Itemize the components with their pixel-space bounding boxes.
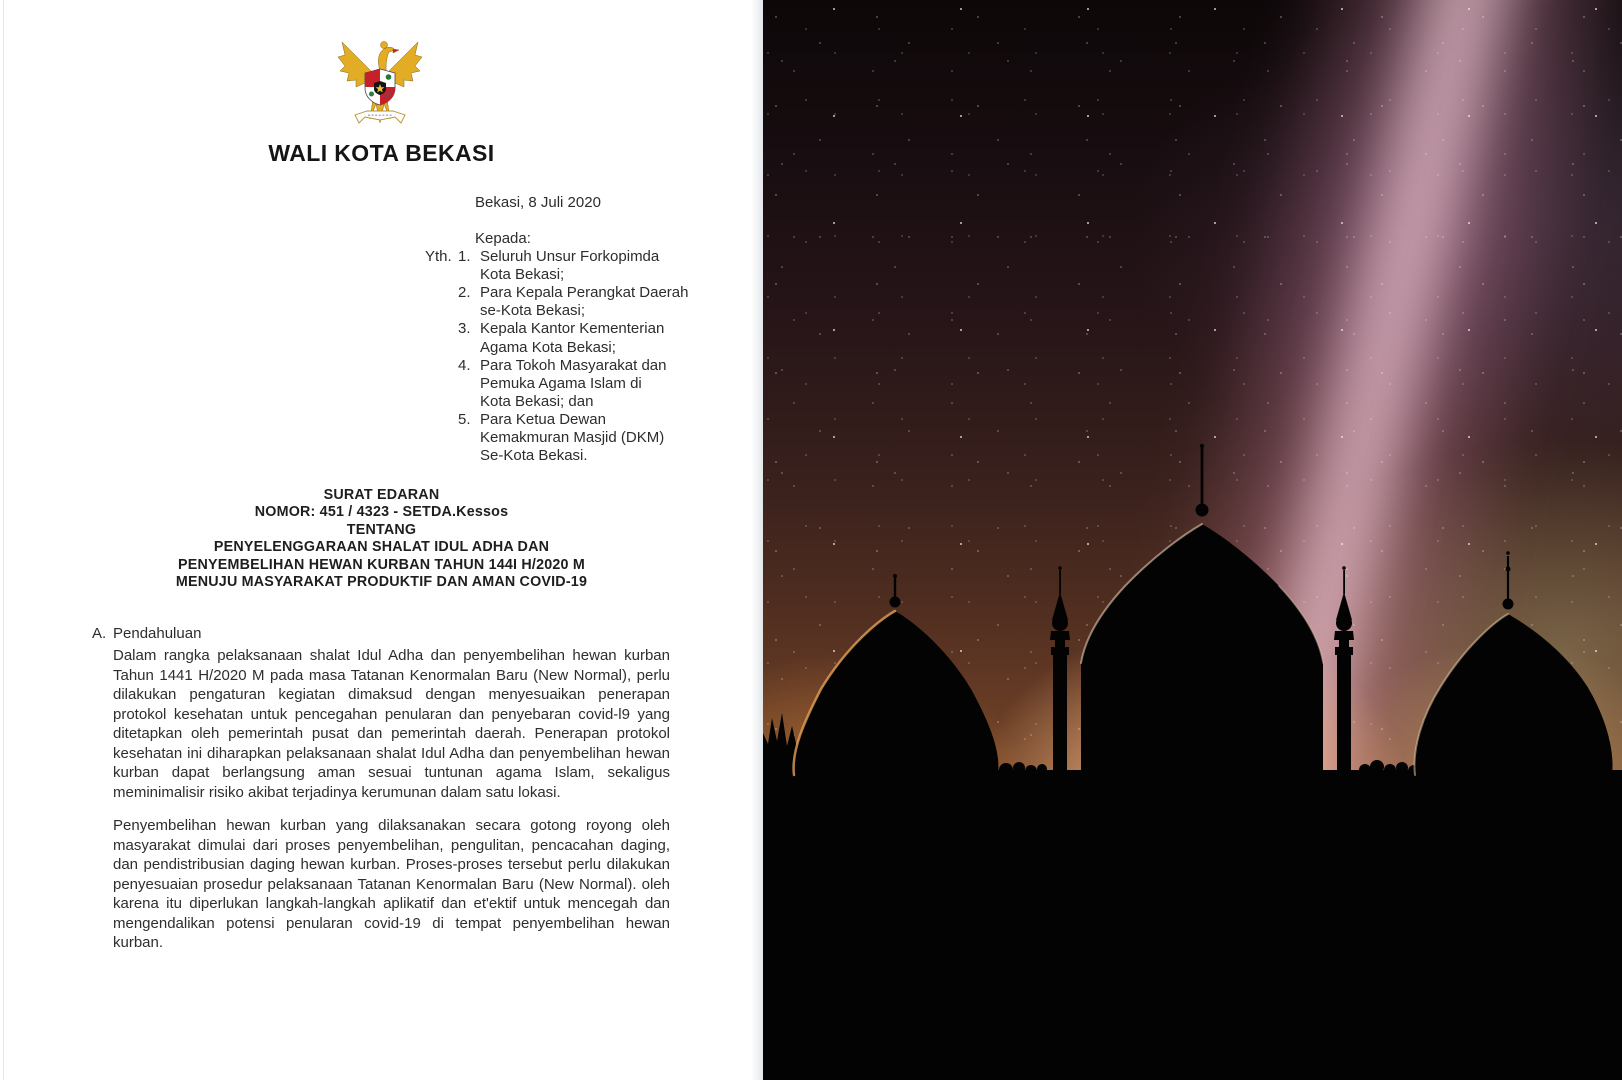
title-line: MENUJU MASYARAKAT PRODUKTIF DAN AMAN COVID-19 [175,574,588,591]
recipient-row [425,302,688,320]
recipient-row [425,248,688,266]
title-line: PENYELENGGARAAN SHALAT IDUL ADHA DAN [213,539,550,556]
kepada-label: Kepada: [475,230,531,247]
yth-label: Yth. [425,248,452,266]
title-line: NOMOR: 451 / 4323 - SETDA.Kessos [254,504,509,521]
place-date: Bekasi, 8 Juli 2020 [475,194,601,211]
recipient-row [425,339,688,357]
recipient-text: Kepala Kantor Kementerian [480,320,665,338]
recipient-text: Para Ketua Dewan [480,410,606,428]
central-dome [1081,524,1323,775]
recipient-text: se-Kota Bekasi; [480,302,586,320]
left-minaret [1051,640,1069,775]
recipient-number: 2. [458,284,471,302]
recipient-row [425,411,688,429]
recipient-text: Seluruh Unsur Forkopimda [480,248,660,266]
recipient-number: 5. [458,410,471,428]
title-line: TENTANG [346,521,417,538]
right-dome [1414,614,1612,775]
title-line: PENYEMBELIHAN HEWAN KURBAN TAHUN 144I H/2020 M [178,556,585,573]
letter-title-block [0,487,763,591]
section-a-heading [92,625,201,642]
recipient-number: 1. [458,248,471,266]
recipient-row [425,320,688,338]
recipient-text: Kemakmuran Masjid (DKM) [480,429,665,447]
right-dome-finial [1503,599,1514,610]
recipient-text: Agama Kota Bekasi; [480,338,616,356]
silhouette-ground [763,770,1622,1080]
recipient-row [425,447,688,465]
title-line: SURAT EDARAN [323,487,440,503]
recipient-number: 4. [458,356,471,374]
recipient-text: Pemuka Agama Islam di [480,374,642,392]
section-a-label: A. [92,625,107,642]
paragraph-2: Penyembelihan hewan kurban yang dilaksanakan secara gotong royong oleh masyarakat dimulai dari proses penyembelihan, pengulitan, pencacahan daging, dan pendistribusian daging hewan kurban. Proses-proses tersebut perlu dilakukan penyesuaian prosedur pelaksanaan Tatanan Kenormalan Baru (New Normal). oleh karena itu diperlukan langkah-langkah aplikatif dan et'ektif untuk mencegah dan mengendalikan potensi penularan covid-19 di tempat penyembelihan hewan kurban. [113,817,670,951]
garuda-pancasila-emblem [337,31,423,131]
recipient-row [425,393,688,411]
recipient-text: Para Kepala Perangkat Daerah [480,284,689,302]
recipient-text: Para Tokoh Masyarakat dan [480,356,667,374]
recipient-row [425,357,688,375]
right-minaret [1335,640,1353,775]
recipient-text: Kota Bekasi; [480,266,565,284]
recipient-text: Kota Bekasi; dan [480,392,594,410]
left-dome [794,611,999,775]
section-a-title: Pendahuluan [113,625,202,642]
recipient-number: 3. [458,320,471,338]
letter-page [0,0,763,1080]
mosque-silhouette [763,0,1622,1080]
recipient-block [425,230,688,465]
recipient-text: Se-Kota Bekasi. [480,447,588,465]
page-photo-divider [751,0,763,1080]
letterhead-title: WALI KOTA BEKASI [268,140,495,166]
recipient-row [425,429,688,447]
recipient-row [425,266,688,284]
recipient-row [425,284,688,302]
mosque-night-photo [763,0,1622,1080]
recipient-row [425,375,688,393]
paragraph-1: Dalam rangka pelaksanaan shalat Idul Adha dan penyembelihan hewan kurban Tahun 1441 H/2020 M pada masa Tatanan Kenormalan Baru (New Normal), perlu dilakukan pengaturan kegiatan dimaksud dengan menyesuaikan penerapan protokol kesehatan untuk pencegahan penularan dan penyebaran covid-l9 yang ditetapkan oleh pemerintah pusat dan pemerintah daerah. Penerapan protokol kesehatan ini diharapkan pelaksanaan shalat Idul Adha dan penyembelihan hewan kurban dapat berlangsung aman sesuai tuntunan agama Islam, sekaligus meminimalisir risiko akibat terjadinya kerumunan dalam satu lokasi. [113,647,670,801]
